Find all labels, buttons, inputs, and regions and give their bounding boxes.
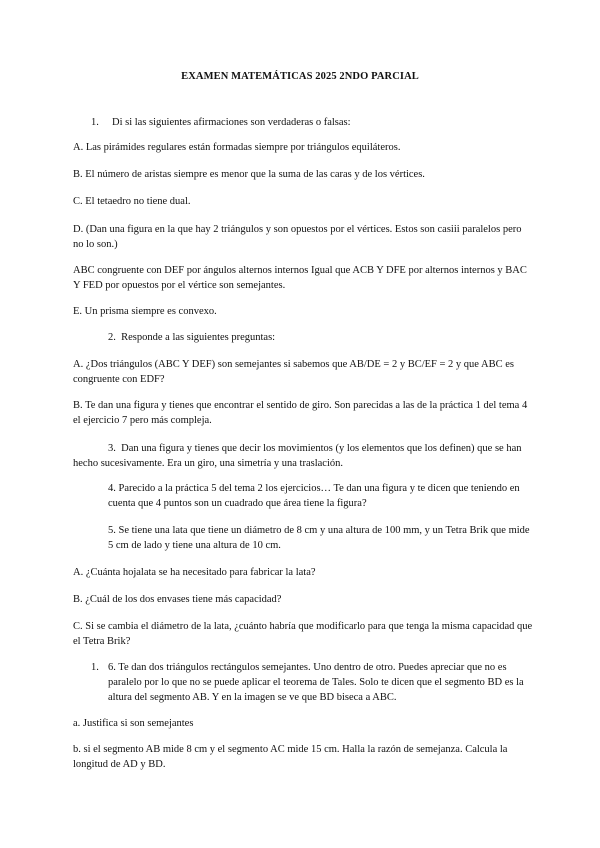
question-1-e: E. Un prisma siempre es convexo. [73,306,217,317]
question-1-a: A. Las pirámides regulares están formadas siempre por triángulos equiláteros. [73,142,401,153]
question-1-b: B. El número de aristas siempre es menor que la suma de las caras y de los vértices. [73,169,425,180]
question-5-heading: 5. Se tiene una lata que tiene un diámetro de 8 cm y una altura de 100 mm, y un Tetra Brik que mide 5 cm de lado y tiene una altura de 10 cm. [108,525,530,551]
question-5-a: A. ¿Cuánta hojalata se ha necesitado para fabricar la lata? [73,567,316,578]
question-1-d: D. (Dan una figura en la que hay 2 triángulos y son opuestos por el vértices. Estos son casiii paralelos pero no lo son.) [73,224,522,250]
question-6-a: a. Justifica si son semejantes [73,718,194,729]
question-3: 3. Dan una figura y tienes que decir los movimientos (y los elementos que los definen) que se han hecho sucesivamente. Era un giro, una simetría y una traslación. [73,443,522,469]
question-5-b: B. ¿Cuál de los dos envases tiene más capacidad? [73,594,282,605]
question-2-b: B. Te dan una figura y tienes que encontrar el sentido de giro. Son parecidas a las de la práctica 1 del tema 4 el ejercicio 7 pero más compleja. [73,400,528,426]
question-6-b: b. si el segmento AB mide 8 cm y el segmento AC mide 15 cm. Halla la razón de semejanza. Calcula la longitud de AD y BD. [73,744,508,770]
question-1-c: C. El tetaedro no tiene dual. [73,196,191,207]
question-6-heading: 6. Te dan dos triángulos rectángulos semejantes. Uno dentro de otro. Puedes apreciar que no es paralelo por lo que no se puede aplicar el teorema de Tales. Solo te dicen que el segmento BD es la altura del segmento AB. Y en la imagen se ve que BD biseca a ABC. [108,662,524,703]
question-5-c: C. Si se cambia el diámetro de la lata, ¿cuánto habría que modificarlo para que tenga la misma capacidad que el Tetra Brik? [73,621,533,647]
question-2-heading: 2. Responde a las siguientes preguntas: [108,332,276,343]
question-6-list-number: 1. [91,662,99,673]
question-2-a: A. ¿Dos triángulos (ABC Y DEF) son semejantes si sabemos que AB/DE = 2 y BC/EF = 2 y que ABC es congruente con EDF? [73,359,514,385]
question-1-d-note: ABC congruente con DEF por ángulos alternos internos Igual que ACB Y DFE por alternos internos y BAC Y FED por opuestos por el vértice son semejantes. [73,265,527,291]
question-4: 4. Parecido a la práctica 5 del tema 2 los ejercicios… Te dan una figura y te dicen que teniendo en cuenta que 4 puntos son un cuadrado que área tiene la figura? [108,483,520,509]
exam-title: EXAMEN MATEMÁTICAS 2025 2NDO PARCIAL [181,71,419,82]
question-1-heading: 1. Di si las siguientes afirmaciones son verdaderas o falsas: [91,117,351,128]
